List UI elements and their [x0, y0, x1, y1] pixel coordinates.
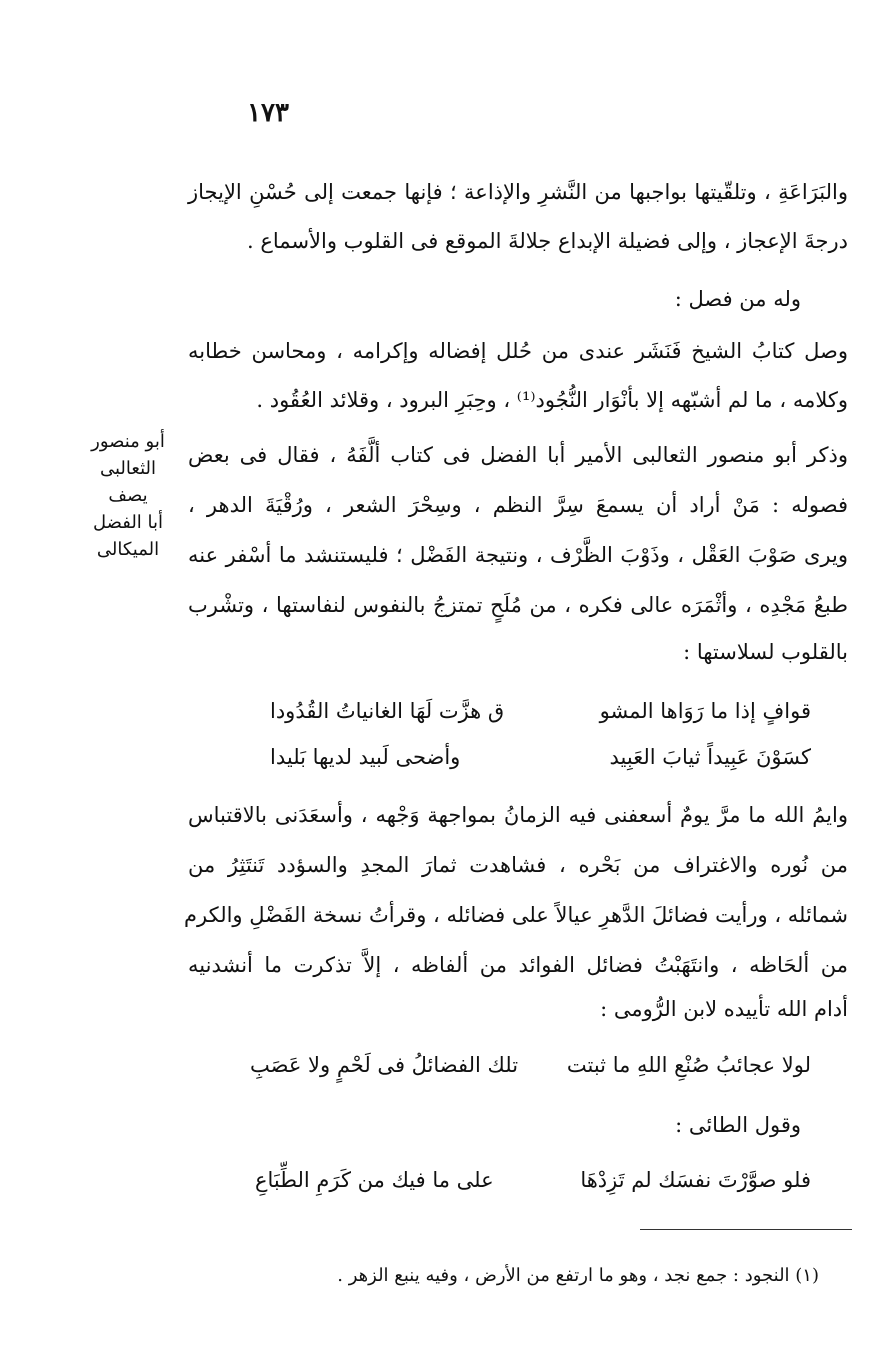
body-line: وايمُ الله ما مرَّ يومٌ أسعفنى فيه الزمانُ بمواجهة وَجْهه ، وأسعَدَنى بالاقتباس [188, 803, 848, 827]
body-line: درجةَ الإعجاز ، وإلى فضيلة الإبداع جلالةَ الموقع فى القلوب والأسماع . [247, 229, 848, 253]
page-number: ١٧٣ [247, 98, 289, 128]
body-line: من نُوره والاغتراف من بَحْره ، فشاهدت ثمارَ المجدِ والسؤدد تَنتَثِرُ من [188, 853, 848, 877]
footnote: (١) النجود : جمع نجد ، وهو ما ارتفع من الأرض ، وفيه ينبع الزهر . [337, 1265, 819, 1286]
margin-note-line: الميكالى [96, 539, 160, 560]
body-line: وصل كتابُ الشيخ فَنَشَر عندى من حُلل إفضاله وإكرامه ، ومحاسن خطابه [188, 339, 848, 363]
verse-second-hemistich: وأضحى لَبيد لديها بَليدا [270, 745, 461, 769]
verse-introduction: وقول الطائى : [675, 1113, 801, 1137]
verse-first-hemistich: فلو صوَّرْتَ نفسَك لم تَزِدْهَا [580, 1168, 811, 1192]
body-line: والبَرَاعَةِ ، وتلقّيتها بواجبها من النَّشرِ والإذاعة ؛ فإنها جمعت إلى حُسْنِ الإيجاز [188, 180, 848, 204]
margin-note-line: أبو منصور [91, 431, 165, 452]
body-line: فصوله : مَنْ أراد أن يسمعَ سِرَّ النظم ، وسِحْرَ الشعر ، ورُقْيَةَ الدهر ، [188, 493, 848, 517]
section-heading: وله من فصل : [674, 287, 801, 311]
verse-second-hemistich: على ما فيك من كَرَمِ الطِّبَاعِ [255, 1168, 494, 1192]
body-line: من ألحَاظه ، وانتَهَبْتُ فضائل الفوائد من ألفاظه ، إلاَّ تذكرت ما أنشدنيه [188, 953, 848, 977]
verse-first-hemistich: لولا عجائبُ صُنْعِ اللهِ ما ثبتت [566, 1053, 811, 1077]
verse-second-hemistich: تلك الفضائلُ فى لَحْمٍ ولا عَصَبِ [250, 1053, 519, 1077]
margin-note-line: الثعالبى يصف [99, 458, 156, 506]
body-line: أدام الله تأييده لابن الرُّومى : [600, 997, 848, 1021]
verse-first-hemistich: قوافٍ إذا ما رَوَاها المشو [599, 699, 811, 723]
body-line: طبعُ مَجْدِه ، وأثْمَرَه عالى فكره ، من مُلَحٍ تمتزجُ بالنفوس لنفاستها ، وتشْرب [188, 593, 848, 617]
body-line: ويرى صَوْبَ العَقْل ، وذَوْبَ الظَّرْف ، ونتيجة الفَضْل ؛ فليستنشد ما أسْفر عنه [188, 543, 848, 567]
verse-second-hemistich: ق هزَّت لَهَا الغانياتُ القُدُودا [270, 699, 505, 723]
body-line: وكلامه ، ما لم أشبّهه إلا بأنْوَار النُّجُود⁽¹⁾ ، وحِبَرِ البرود ، وقلائد العُقُود . [256, 388, 848, 412]
body-line: بالقلوب لسلاستها : [683, 640, 848, 664]
margin-note [78, 428, 178, 563]
verse-first-hemistich: كسَوْنَ عَبِيداً ثيابَ العَبِيد [609, 745, 811, 769]
margin-note-line: أبا الفضل [92, 512, 164, 533]
footnote-divider [640, 1229, 852, 1230]
body-line: شمائله ، ورأيت فضائلَ الدَّهرِ عيالاً على فضائله ، وقرأتُ نسخة الفَضْلِ والكرم [184, 903, 848, 927]
body-line: وذكر أبو منصور الثعالبى الأمير أبا الفضل فى كتاب ألَّفَهُ ، فقال فى بعض [188, 443, 848, 467]
